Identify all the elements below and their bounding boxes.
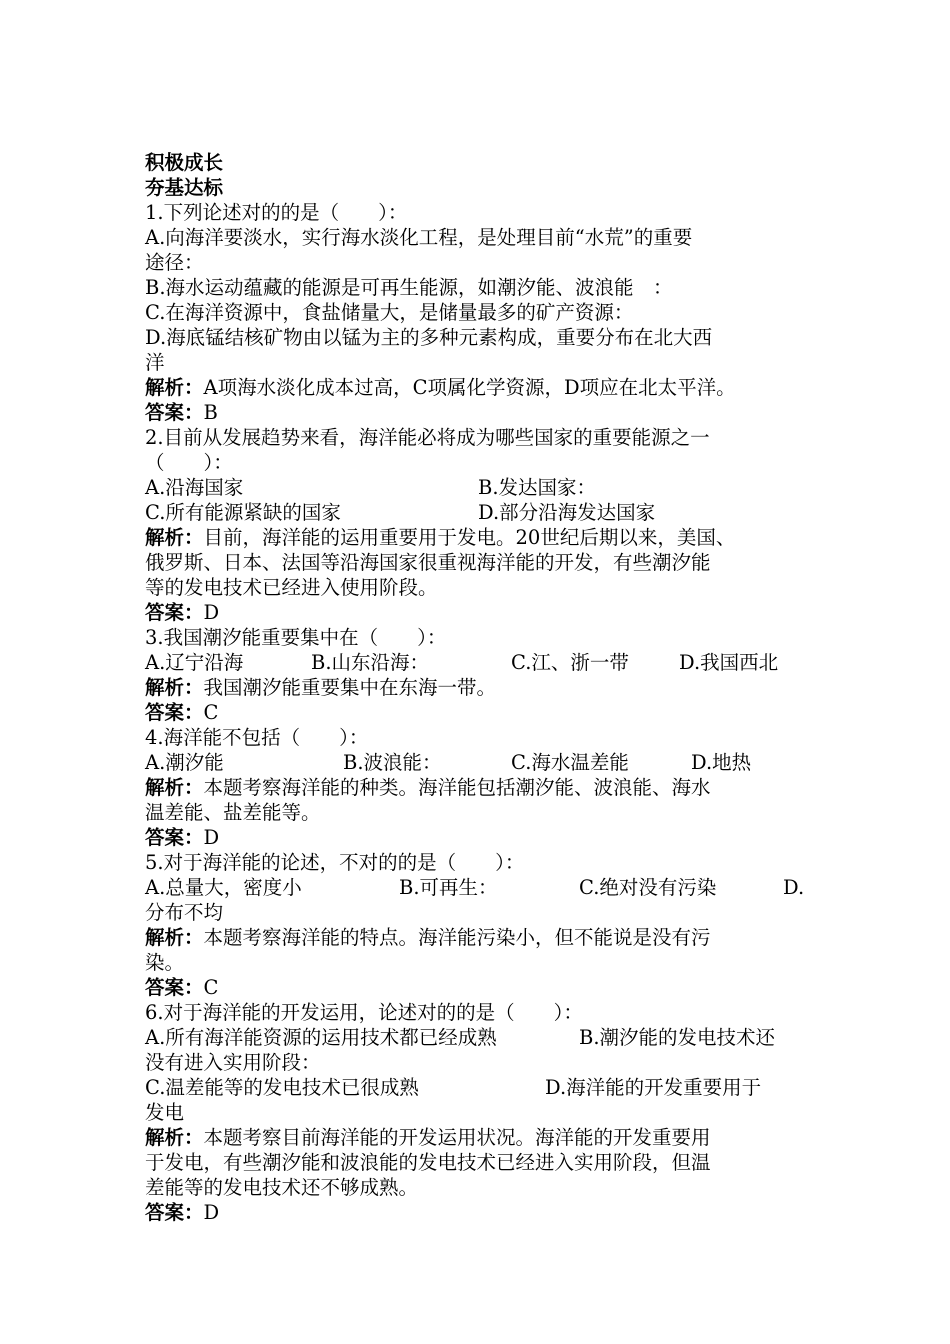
q1-option-a-cont: 途径： xyxy=(145,251,204,274)
q1-option-d: D.海底锰结核矿物由以锰为主的多种元素构成，重要分布在北大西 xyxy=(145,326,713,349)
q1-option-d-cont: 洋 xyxy=(145,351,165,374)
q2-stem-cont: （ ）： xyxy=(145,451,233,474)
q2-option-d: D.部分沿海发达国家 xyxy=(478,501,656,524)
q6-option-b: B.潮汐能的发电技术还 xyxy=(579,1026,776,1049)
q4-analysis-cont: 温差能、盐差能等。 xyxy=(145,801,321,824)
q5-options-row xyxy=(145,875,810,900)
q2-answer-value: D xyxy=(203,601,220,624)
q1-option-c: C.在海洋资源中，食盐储量大，是储量最多的矿产资源： xyxy=(145,301,634,324)
q2-options-row-2 xyxy=(145,500,810,525)
q6-options-row-2 xyxy=(145,1075,810,1100)
q1-option-b: B.海水运动蕴藏的能源是可再生能源，如潮汐能、波浪能 ： xyxy=(145,276,673,299)
q4-answer-value: D xyxy=(203,826,220,849)
answer-label: 答案： xyxy=(145,701,204,724)
q5-option-d-cont: 分布不均 xyxy=(145,901,224,924)
q2-option-c: C.所有能源紧缺的国家 xyxy=(145,501,341,524)
analysis-label: 解析： xyxy=(145,676,204,699)
q2-option-b: B.发达国家： xyxy=(478,476,597,499)
q4-option-c: C.海水温差能 xyxy=(511,751,629,774)
q3-option-d: D.我国西北 xyxy=(679,651,779,674)
analysis-label: 解析： xyxy=(145,926,204,949)
q6-option-d-cont: 发电 xyxy=(145,1101,185,1124)
q1-analysis xyxy=(145,375,810,400)
q2-analysis xyxy=(145,525,810,550)
q5-option-b: B.可再生： xyxy=(399,876,498,899)
q4-option-d: D.地热 xyxy=(691,751,752,774)
q1-stem: 1.下列论述对的的是（ ）： xyxy=(145,201,408,224)
q2-analysis-cont-2: 等的发电技术已经进入使用阶段。 xyxy=(145,576,438,599)
q2-option-a: A.沿海国家 xyxy=(145,476,244,499)
q2-analysis-cont-1: 俄罗斯、日本、法国等沿海国家很重视海洋能的开发，有些潮汐能 xyxy=(145,551,711,574)
answer-label: 答案： xyxy=(145,826,204,849)
q6-analysis-cont-1: 于发电，有些潮汐能和波浪能的发电技术已经进入实用阶段，但温 xyxy=(145,1151,711,1174)
answer-label: 答案： xyxy=(145,401,204,424)
q2-answer xyxy=(145,600,810,625)
answer-label: 答案： xyxy=(145,601,204,624)
q3-option-b: B.山东沿海： xyxy=(311,651,430,674)
q4-options-row xyxy=(145,750,810,775)
q1-answer xyxy=(145,400,810,425)
document-page xyxy=(145,150,810,1225)
analysis-label: 解析： xyxy=(145,1126,204,1149)
q5-option-d: D. xyxy=(783,876,805,899)
q3-option-c: C.江、浙一带 xyxy=(511,651,629,674)
q5-option-c: C.绝对没有污染 xyxy=(579,876,717,899)
q6-options-row-1 xyxy=(145,1025,810,1050)
q5-analysis xyxy=(145,925,810,950)
q5-analysis-text: 本题考察海洋能的特点。海洋能污染小，但不能说是没有污 xyxy=(203,926,711,949)
q5-answer-value: C xyxy=(203,976,219,999)
q4-stem: 4.海洋能不包括（ ）： xyxy=(145,726,369,749)
q6-answer-value: D xyxy=(203,1201,220,1224)
q1-option-a: A.向海洋要淡水，实行海水淡化工程，是处理目前“水荒”的重要 xyxy=(145,226,693,249)
q3-options-row xyxy=(145,650,810,675)
q6-analysis-cont-2: 差能等的发电技术还不够成熟。 xyxy=(145,1176,419,1199)
answer-label: 答案： xyxy=(145,976,204,999)
q2-analysis-text: 目前，海洋能的运用重要用于发电。20世纪后期以来，美国、 xyxy=(203,526,736,549)
q5-option-a: A.总量大，密度小 xyxy=(145,876,302,899)
q4-analysis-text: 本题考察海洋能的种类。海洋能包括潮汐能、波浪能、海水 xyxy=(203,776,711,799)
heading-section: 夯基达标 xyxy=(145,176,224,199)
q6-answer xyxy=(145,1200,810,1225)
q3-answer-value: C xyxy=(203,701,219,724)
q4-answer xyxy=(145,825,810,850)
q5-answer xyxy=(145,975,810,1000)
analysis-label: 解析： xyxy=(145,376,204,399)
q1-answer-value: B xyxy=(203,401,218,424)
q4-option-a: A.潮汐能 xyxy=(145,751,224,774)
q3-analysis-text: 我国潮汐能重要集中在东海一带。 xyxy=(203,676,497,699)
q4-analysis xyxy=(145,775,810,800)
q6-analysis-text: 本题考察目前海洋能的开发运用状况。海洋能的开发重要用 xyxy=(203,1126,711,1149)
q3-answer xyxy=(145,700,810,725)
heading-main: 积极成长 xyxy=(145,151,224,174)
q5-stem: 5.对于海洋能的论述，不对的的是（ ）： xyxy=(145,851,525,874)
q6-analysis xyxy=(145,1125,810,1150)
q6-stem: 6.对于海洋能的开发运用，论述对的的是（ ）： xyxy=(145,1001,583,1024)
q6-option-c: C.温差能等的发电技术已很成熟 xyxy=(145,1076,419,1099)
q2-options-row-1 xyxy=(145,475,810,500)
q6-option-a: A.所有海洋能资源的运用技术都已经成熟 xyxy=(145,1026,497,1049)
q4-option-b: B.波浪能： xyxy=(343,751,442,774)
analysis-label: 解析： xyxy=(145,776,204,799)
answer-label: 答案： xyxy=(145,1201,204,1224)
q3-analysis xyxy=(145,675,810,700)
q6-option-d: D.海洋能的开发重要用于 xyxy=(545,1076,762,1099)
q3-stem: 3.我国潮汐能重要集中在（ ）： xyxy=(145,626,447,649)
analysis-label: 解析： xyxy=(145,526,204,549)
q1-analysis-text: A项海水淡化成本过高，C项属化学资源，D项应在北太平洋。 xyxy=(203,376,736,399)
q6-option-b-cont: 没有进入实用阶段： xyxy=(145,1051,321,1074)
q2-stem: 2.目前从发展趋势来看，海洋能必将成为哪些国家的重要能源之一 xyxy=(145,426,710,449)
q5-analysis-cont: 染。 xyxy=(145,951,185,974)
q3-option-a: A.辽宁沿海 xyxy=(145,651,244,674)
